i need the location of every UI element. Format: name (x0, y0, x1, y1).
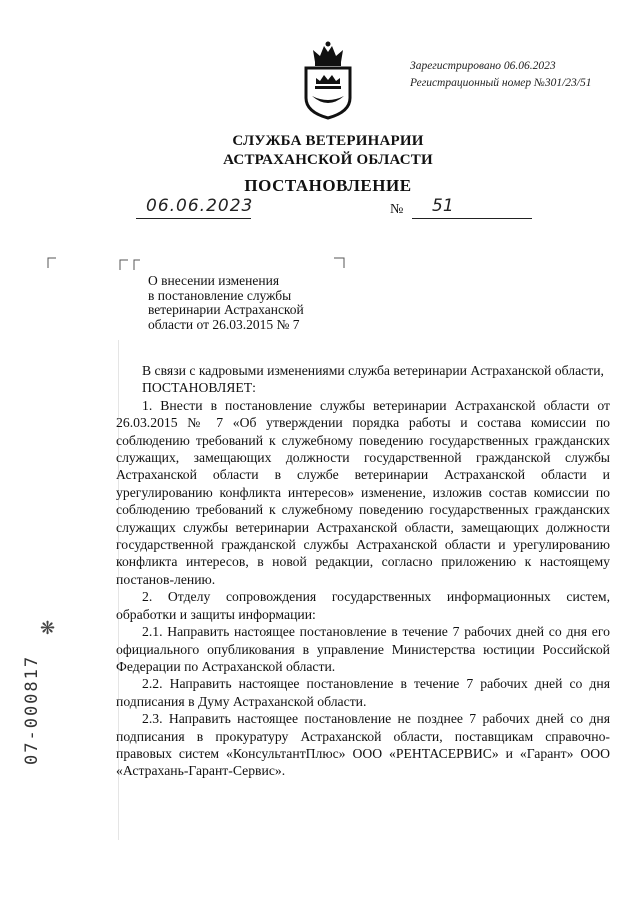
registration-stamp (410, 58, 592, 92)
paragraph-item-2: 2. Отделу сопровождения государственных информационных систем, обработки и защиты информации: (116, 589, 610, 622)
paragraph-item-2-3: 2.3. Направить настоящее постановление не позднее 7 рабочих дней со дня подписания в прокуратуру Астраханской области, поставщикам справочно-правовых систем «КонсультантПлюс» ООО «РЕНТАСЕРВИС» и «Гарант» ООО «Астрахань-Гарант-Сервис». (116, 711, 610, 779)
number-sign: № (390, 202, 404, 217)
paragraph-item-2-1: 2.1. Направить настоящее постановление в течение 7 рабочих дней со дня его официального опубликования в управление Министерства юстиции Российской Федерации по Астраханской области. (116, 624, 610, 674)
title-line-1: О внесении изменения (148, 273, 280, 288)
paragraph-intro: В связи с кадровыми изменениями служба ветеринарии Астраханской области, (142, 363, 604, 378)
title-line-4: области от 26.03.2015 № 7 (148, 316, 300, 332)
paragraph-resolves: ПОСТАНОВЛЯЕТ: (142, 380, 256, 396)
title-line-2: в постановление службы (148, 287, 292, 303)
title-line-3: ветеринарии Астраханской (148, 302, 304, 317)
side-stamp-number: 07-000817 (22, 654, 42, 765)
org-line-1: СЛУЖБА ВЕТЕРИНАРИИ (232, 133, 424, 149)
number-underline (412, 198, 532, 219)
document-title (148, 274, 348, 332)
org-line-2: АСТРАХАНСКОЙ ОБЛАСТИ (223, 152, 433, 168)
document-type: ПОСТАНОВЛЕНИЕ (244, 176, 412, 195)
coat-of-arms-icon (298, 40, 358, 120)
paragraph-item-1: 1. Внести в постановление службы ветеринарии Астраханской области от 26.03.2015 № 7 «Об утверждении порядка работы и состава комиссии по соблюдению требований к служебному поведению государственных гражданских служащих, замещающих должности государственной гражданской службы Астраханской области в службе ветеринарии Астраханской области и урегулированию конфликта интересов» изменение, изложив состав комиссии по соблюдению требований к служебному поведению государственных гражданских служащих службы ветеринарии Астраханской области, замещающих должности государственной гражданской службы Астраханской области и урегулированию конфликта интересов, в новой редакции, согласно приложению к настоящему постанов-лению. (116, 397, 610, 587)
handwritten-date: 06.06.2023 (146, 196, 254, 216)
registration-date: Зарегистрировано 06.06.2023 (410, 60, 556, 72)
registration-number: Регистрационный номер №301/23/51 (410, 77, 592, 89)
paragraph-item-2-2: 2.2. Направить настоящее постановление в течение 7 рабочих дней со дня подписания в Думу Астраханской области. (116, 676, 610, 709)
document-body (116, 362, 610, 780)
side-mark-icon: ❋ (40, 618, 56, 638)
handwritten-number: 51 (432, 196, 454, 216)
organization-name (200, 132, 456, 170)
